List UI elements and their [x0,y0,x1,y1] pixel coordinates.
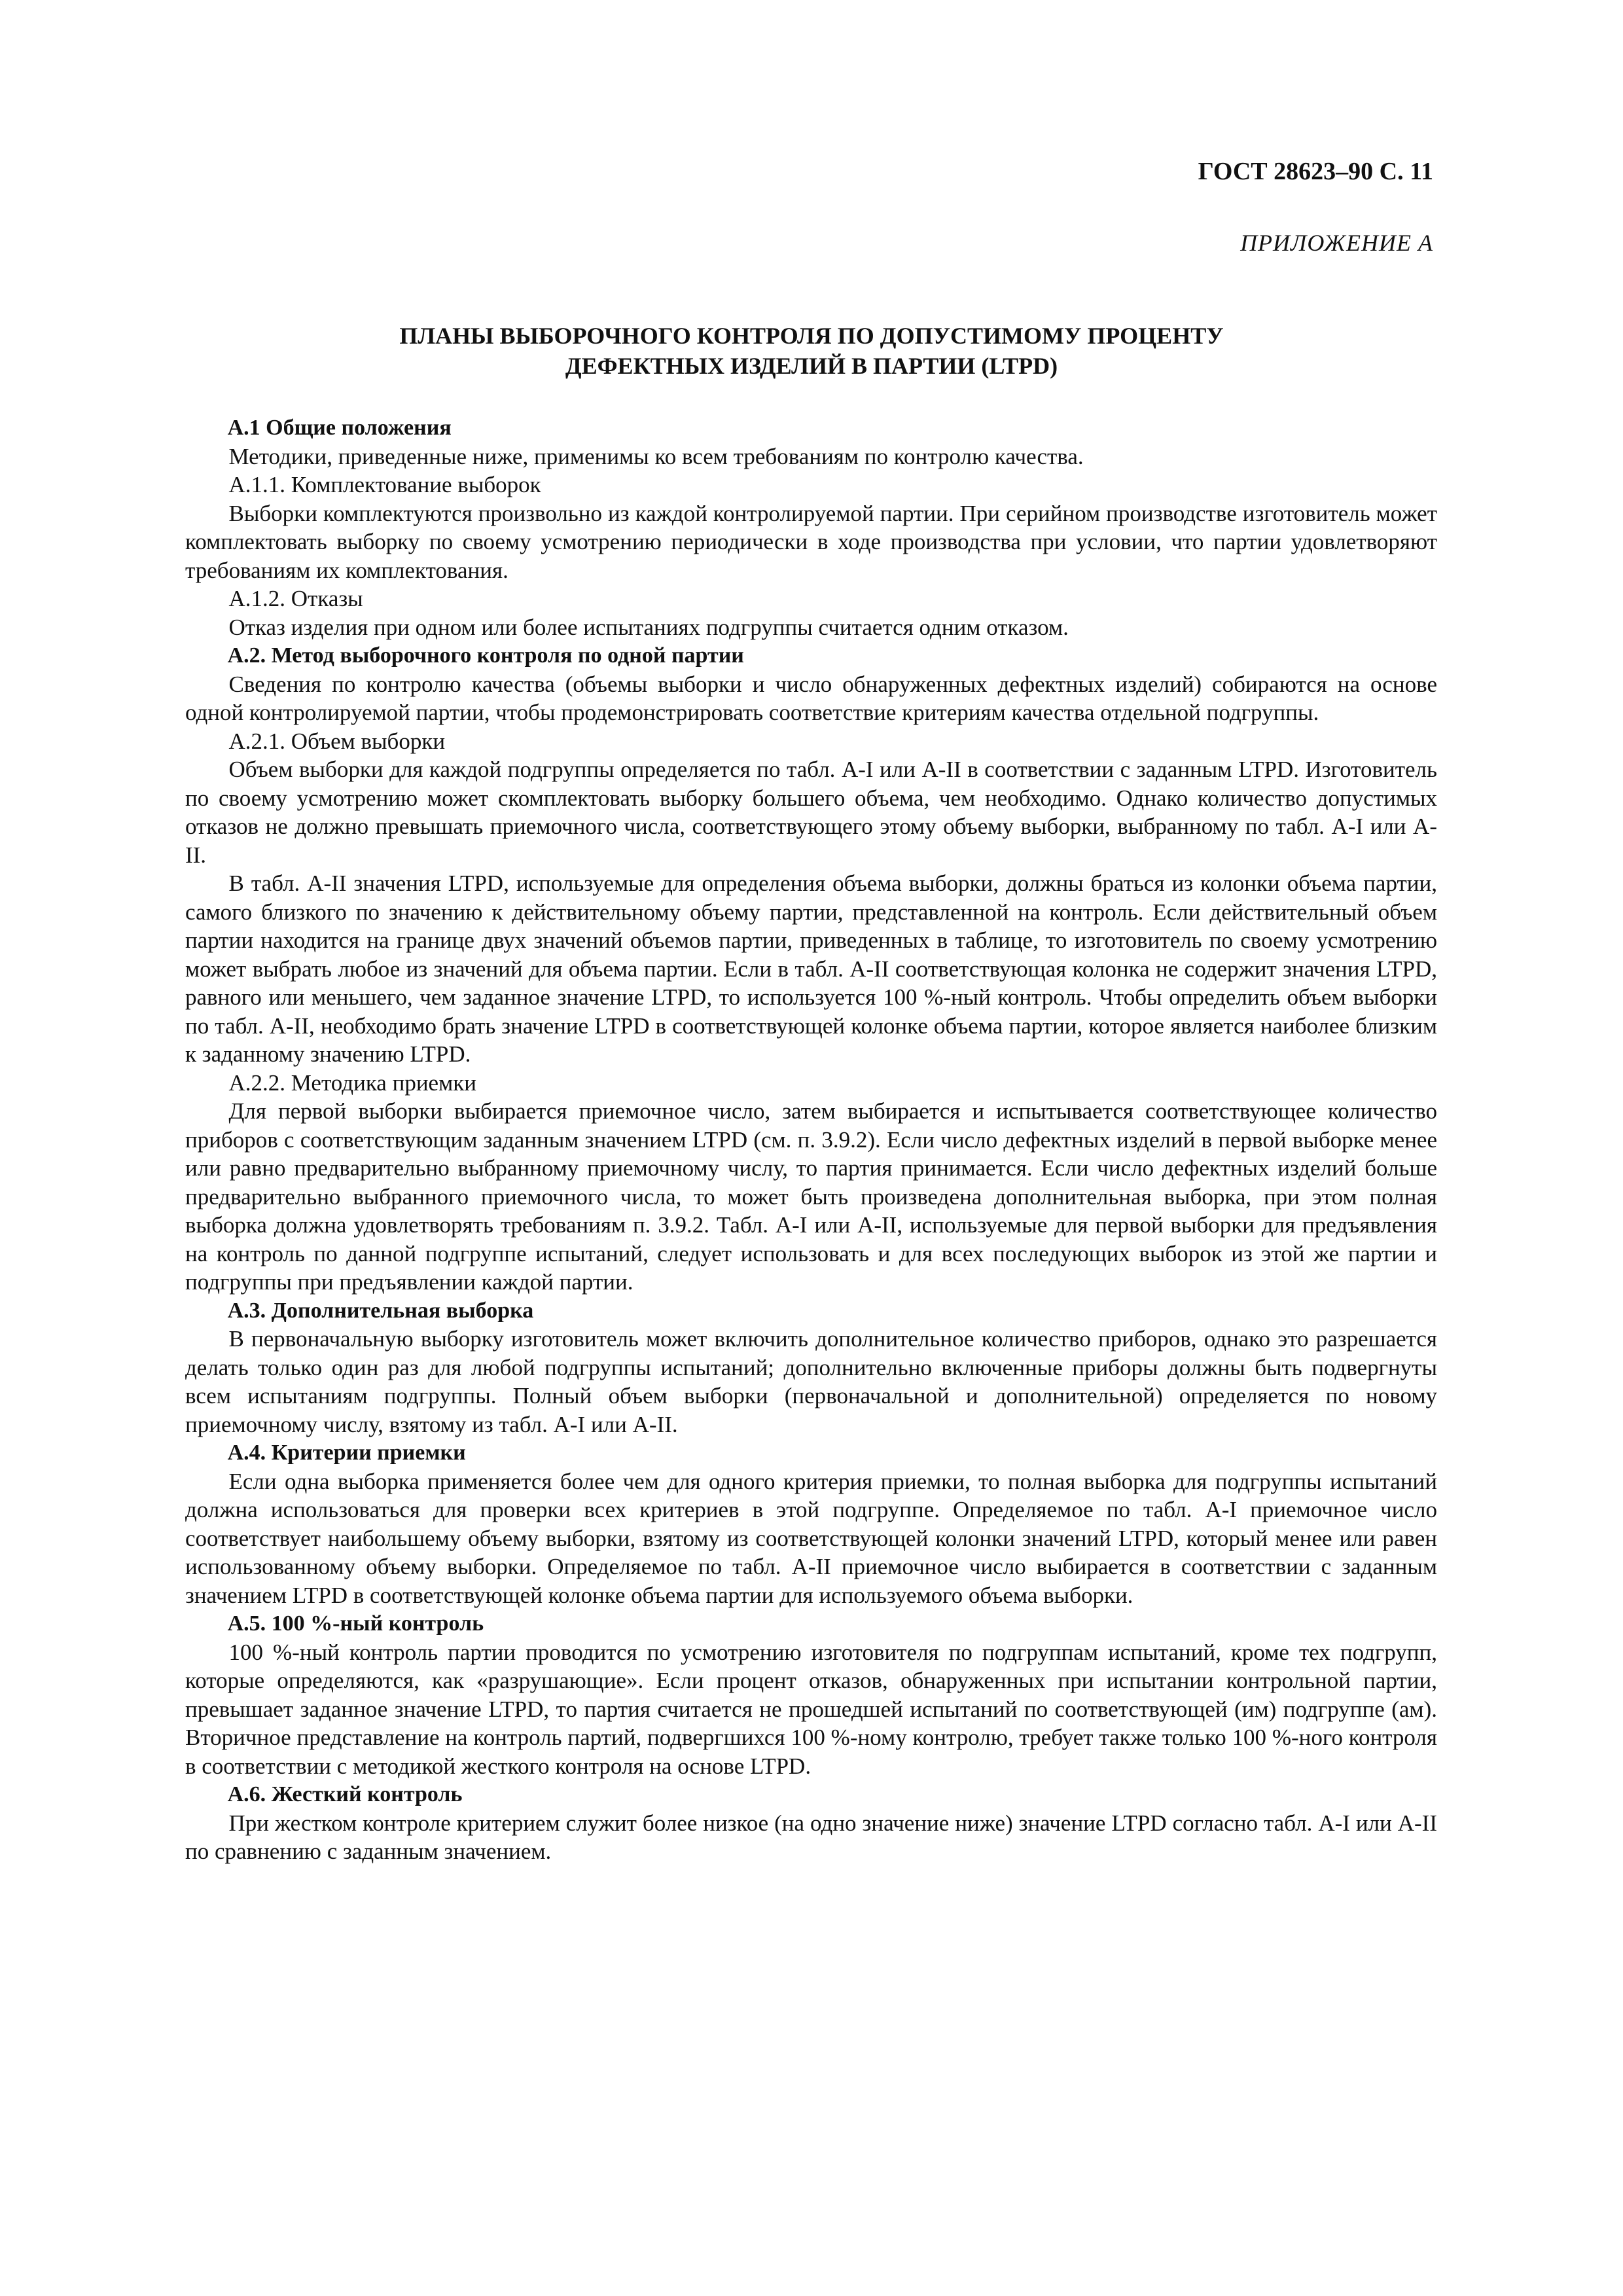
section-heading: А.5. 100 %-ный контроль [227,1611,484,1636]
appendix-label: ПРИЛОЖЕНИЕ А [1240,230,1433,256]
section-heading: А.6. Жесткий контроль [227,1782,463,1806]
paragraph: В первоначальную выборку изготовитель может включить дополнительное количество приборов, однако это разрешается делать только один раз для любой подгруппы испытаний; дополнительно включенные приборы должны быть подвергнуты всем испытаниям подгруппы. Полный объем выборки (первоначальной и дополнительной) определяется по новому приемочному числу, взятому из табл. А-I или А-II. [185,1326,1437,1437]
paragraph: При жестком контроле критерием служит более низкое (на одно значение ниже) значение LTPD согласно табл. А-I или А-II по сравнению с заданным значением. [185,1810,1437,1864]
paragraph: В табл. А-II значения LTPD, используемые для определения объема выборки, должны браться из колонки объема партии, самого близкого по значению к действительному объему партии, представленной на контроль. Если действительный объем партии находится на границе двух значений объемов партии, приведенных в таблице, то изготовитель по своему усмотрению может выбрать любое из значений для объема партии. Если в табл. А-II соответствующая колонка не содержит значения LTPD, равного или меньшего, чем заданное значение LTPD, то используется 100 %-ный контроль. Чтобы определить объем выборки по табл. А-II, необходимо брать значение LTPD в соответствующей колонке объема партии, которое является наиболее близким к заданному значению LTPD. [185,870,1437,1067]
paragraph: Для первой выборки выбирается приемочное число, затем выбирается и испытывается соответствующее количество приборов с соответствующим заданным значением LTPD (см. п. 3.9.2). Если число дефектных изделий в первой выборке менее или равно предварительно выбранному приемочному числу, то партия принимается. Если число дефектных изделий больше предварительно выбранного приемочного числа, то может быть произведена дополнительная выборка, при этом полная выборка должна удовлетворять требованиям п. 3.9.2. Табл. А-I или А-II, используемые для первой выборки для предъявления на контроль по данной подгруппе испытаний, следует использовать и для всех последующих выборок из этой же партии и подгруппы при предъявлении каждой партии. [185,1098,1437,1295]
standard-page-header: ГОСТ 28623–90 С. 11 [1198,158,1433,185]
section-heading: А.4. Критерии приемки [227,1441,466,1465]
subsection-heading: А.1.1. Комплектование выборок [228,472,541,497]
paragraph: Отказ изделия при одном или более испытаниях подгруппы считается одним отказом. [228,614,1069,640]
subsection-heading: А.2.2. Методика приемки [228,1069,476,1096]
paragraph: Сведения по контролю качества (объемы выборки и число обнаруженных дефектных изделий) собираются на основе одной контролируемой партии, чтобы продемонстрировать соответствие критериям качества отдельной подгруппы. [185,671,1437,725]
document-body [185,414,1437,1866]
paragraph: Если одна выборка применяется более чем для одного критерия приемки, то полная выборка для подгруппы испытаний должна использоваться для проверки всех критериев в этой подгруппе. Определяемое по табл. А-I приемочное число соответствует наибольшему объему выборки, взятому из соответствующей колонки значений LTPD, который менее или равен использованному объему выборки. Определяемое по табл. А-II приемочное число выбирается в соответствии с заданным значением LTPD в соответствующей колонке объема партии для используемого объема выборки. [185,1468,1437,1608]
title-line-2: ДЕФЕКТНЫХ ИЗДЕЛИЙ В ПАРТИИ (LTPD) [565,353,1058,379]
title-line-1: ПЛАНЫ ВЫБОРОЧНОГО КОНТРОЛЯ ПО ДОПУСТИМОМУ ПРОЦЕНТУ [399,323,1224,349]
section-heading: А.1 Общие положения [227,416,452,440]
paragraph: Объем выборки для каждой подгруппы определяется по табл. А-I или А-II в соответствии с заданным LTPD. Изготовитель по своему усмотрению может скомплектовать выборку большего объема, чем необходимо. Однако количество допустимых отказов не должно превышать приемочного числа, соответствующего этому объему выборки, выбранному по табл. А-I или А-II. [185,757,1437,868]
subsection-heading: А.1.2. Отказы [228,586,363,611]
document-title [131,321,1492,381]
section-heading: А.2. Метод выборочного контроля по одной партии [227,643,744,668]
paragraph: 100 %-ный контроль партии проводится по усмотрению изготовителя по подгруппам испытаний, кроме тех подгрупп, которые определяются, как «разрушающие». Если процент отказов, обнаруженных при испытании контрольной партии, превышает заданное значение LTPD, то партия считается не прошедшей испытаний по соответствующей (им) подгруппе (ам). Вторичное представление на контроль партий, подвергшихся 100 %-ному контролю, требует также только 100 %-ного контроля в соответствии с методикой жесткого контроля на основе LTPD. [185,1639,1437,1779]
section-heading: А.3. Дополнительная выборка [227,1298,534,1323]
paragraph: Выборки комплектуются произвольно из каждой контролируемой партии. При серийном производстве изготовитель может комплектовать выборку по своему усмотрению периодически в ходе производства при условии, что партии удовлетворяют требованиям их комплектования. [185,500,1437,583]
subsection-heading: А.2.1. Объем выборки [228,728,446,754]
paragraph: Методики, приведенные ниже, применимы ко всем требованиям по контролю качества. [228,443,1084,469]
